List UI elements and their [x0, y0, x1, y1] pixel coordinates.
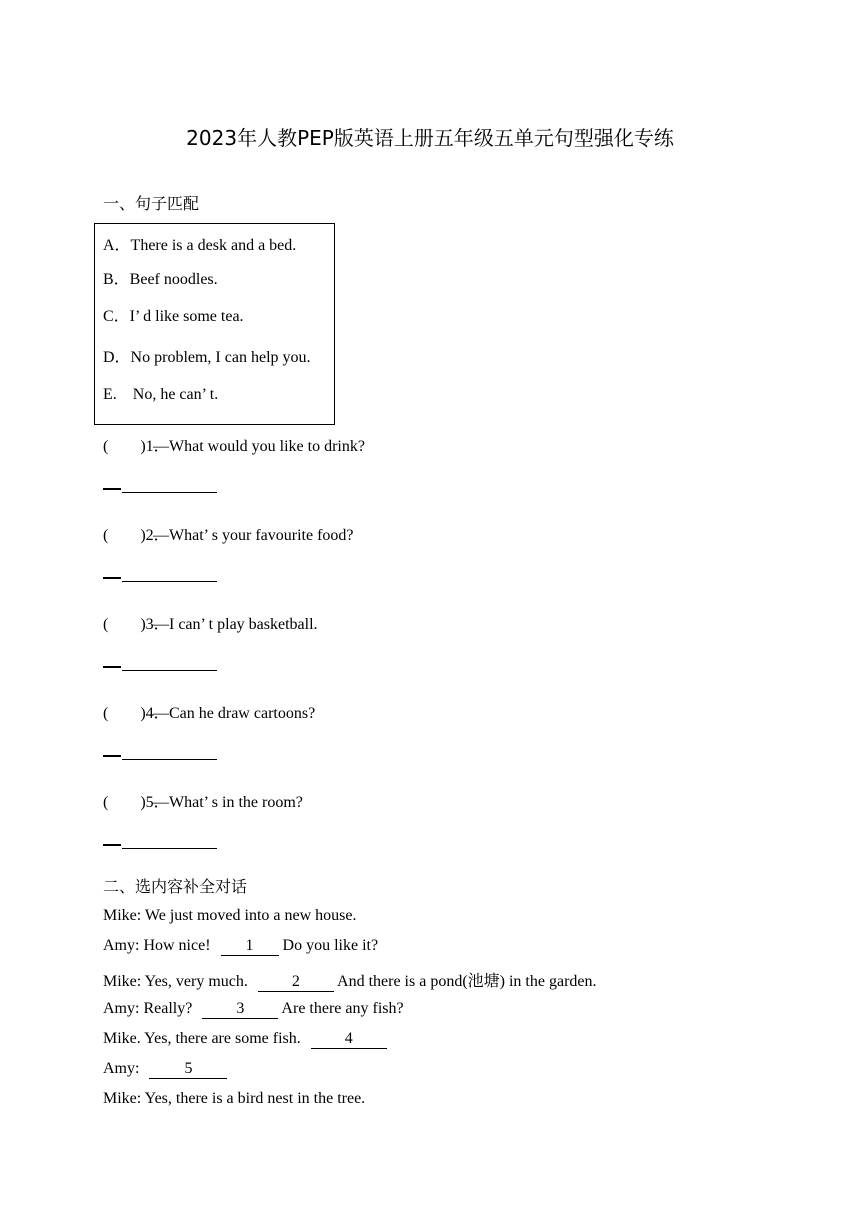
option-e: E. No, he can’ t.: [103, 386, 219, 403]
option-a: A．There is a desk and a bed.: [103, 237, 297, 254]
answer-paren[interactable]: ( )1．: [103, 438, 170, 455]
question-1: [103, 433, 365, 456]
answer-paren[interactable]: ( )4．: [103, 705, 170, 722]
dialogue-text: Amy:: [103, 1060, 144, 1077]
section1-heading: 一、句子匹配: [103, 196, 200, 213]
answer-line-5[interactable]: [103, 834, 217, 854]
options-box: [94, 223, 335, 425]
dialogue-text: Amy: How nice!: [103, 937, 215, 954]
option-b: B．Beef noodles.: [103, 271, 218, 288]
answer-line-1[interactable]: [103, 478, 217, 498]
answer-paren[interactable]: ( )5．: [103, 794, 170, 811]
answer-paren[interactable]: ( )3．: [103, 616, 170, 633]
blank-1[interactable]: 1: [221, 937, 279, 956]
dialogue-line-2: [103, 937, 378, 956]
question-text: —What’ s your favourite food?: [153, 527, 354, 544]
option-d: D．No problem, I can help you.: [103, 349, 311, 366]
blank-3[interactable]: 3: [202, 1000, 278, 1019]
dialogue-line-7: [103, 1090, 365, 1108]
option-c: C．I’ d like some tea.: [103, 308, 244, 325]
dialogue-line-4: [103, 1000, 404, 1019]
answer-line-3[interactable]: [103, 656, 217, 676]
dialogue-text: And there is a pond(池塘) in the garden.: [333, 973, 597, 990]
question-text: —What would you like to drink?: [153, 438, 365, 455]
blank-5[interactable]: 5: [149, 1060, 227, 1079]
dialogue-line-6: [103, 1060, 227, 1079]
question-5: [103, 789, 303, 812]
dialogue-text: Are there any fish?: [278, 1000, 404, 1017]
dialogue-text: Amy: Really?: [103, 1000, 197, 1017]
blank-2[interactable]: 2: [258, 973, 334, 992]
section2-heading: 二、选内容补全对话: [103, 879, 248, 896]
answer-line-2[interactable]: [103, 567, 217, 587]
answer-line-4[interactable]: [103, 745, 217, 765]
question-text: —I can’ t play basketball.: [153, 616, 318, 633]
blank-4[interactable]: 4: [311, 1030, 387, 1049]
dialogue-line-5: [103, 1030, 387, 1049]
question-text: —What’ s in the room?: [153, 794, 303, 811]
answer-paren[interactable]: ( )2．: [103, 527, 170, 544]
dialogue-text: Mike: We just moved into a new house.: [103, 907, 357, 924]
question-4: [103, 700, 315, 723]
question-text: —Can he draw cartoons?: [153, 705, 316, 722]
dialogue-text: Mike: Yes, there is a bird nest in the tree.: [103, 1090, 366, 1107]
question-3: [103, 611, 318, 634]
dialogue-text: Mike. Yes, there are some fish.: [103, 1030, 305, 1047]
dialogue-text: Do you like it?: [278, 937, 379, 954]
dialogue-line-1: [103, 907, 357, 925]
page-title: 2023年人教PEP版英语上册五年级五单元句型强化专练: [186, 126, 674, 150]
dialogue-line-3: [103, 968, 597, 992]
question-2: [103, 522, 354, 545]
dialogue-text: Mike: Yes, very much.: [103, 973, 252, 990]
